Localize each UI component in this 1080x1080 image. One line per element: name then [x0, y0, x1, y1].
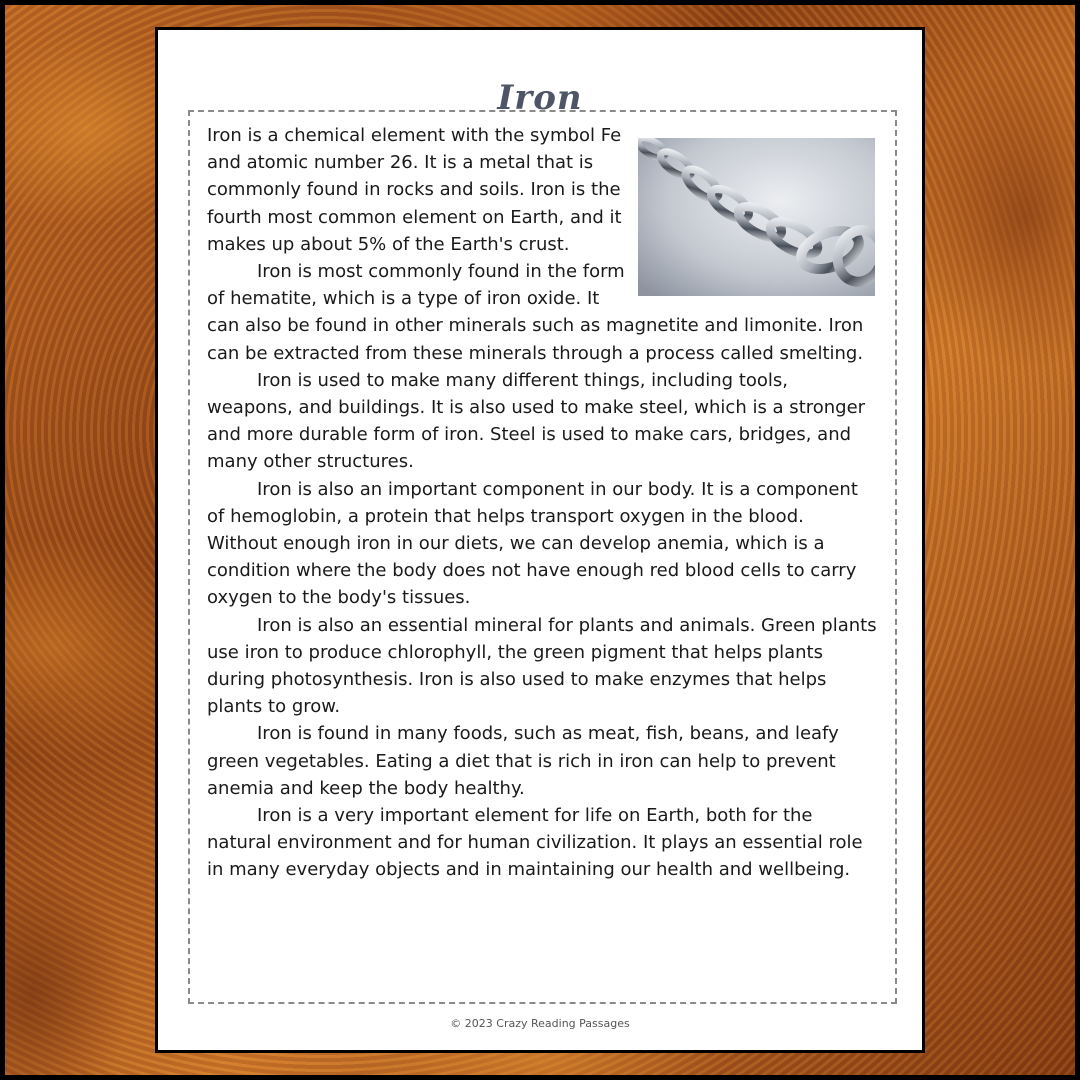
paragraph-4: Iron is also an important component in our body. It is a component of hemoglobin, a protein that helps transport oxygen in the blood. Without enough iron in our diets, we can develop anemia, which is a condition where the body does not have enough red blood cells to carry oxygen to the body's tissues.	[207, 478, 858, 609]
passage-box	[188, 110, 897, 1004]
worksheet-page	[155, 27, 925, 1053]
copyright-footer: © 2023 Crazy Reading Passages	[450, 1017, 630, 1030]
paragraph-2: Iron is most commonly found in the form of hematite, which is a type of iron oxide. It can also be found in other minerals such as magnetite and limonite. Iron can be extracted from these minerals through a process called smelting.	[207, 261, 864, 364]
paragraph-5: Iron is also an essential mineral for plants and animals. Green plants use iron to produce chlorophyll, the green pigment that helps plants during photosynthesis. Iron is also used to make enzymes that helps plants to grow.	[207, 614, 877, 718]
paragraph-1: Iron is a chemical element with the symbol Fe and atomic number 26. It is a metal that is commonly found in rocks and soils. Iron is the fourth most common element on Earth, and it makes up about 5% of the Earth's crust.	[207, 125, 622, 255]
paragraph-7: Iron is a very important element for life on Earth, both for the natural environment and for human civilization. It plays an essential role in many everyday objects and in maintaining our health and wellbeing.	[207, 805, 863, 881]
chain-icon	[638, 138, 875, 296]
paragraph-6: Iron is found in many foods, such as meat, fish, beans, and leafy green vegetables. Eating a diet that is rich in iron can help to prevent anemia and keep the body healthy.	[207, 723, 839, 799]
paragraph-3: Iron is used to make many different things, including tools, weapons, and buildings. It is also used to make steel, which is a stronger and more durable form of iron. Steel is used to make cars, bridges, and many other structures.	[207, 369, 866, 473]
page-title: Iron	[497, 78, 583, 118]
